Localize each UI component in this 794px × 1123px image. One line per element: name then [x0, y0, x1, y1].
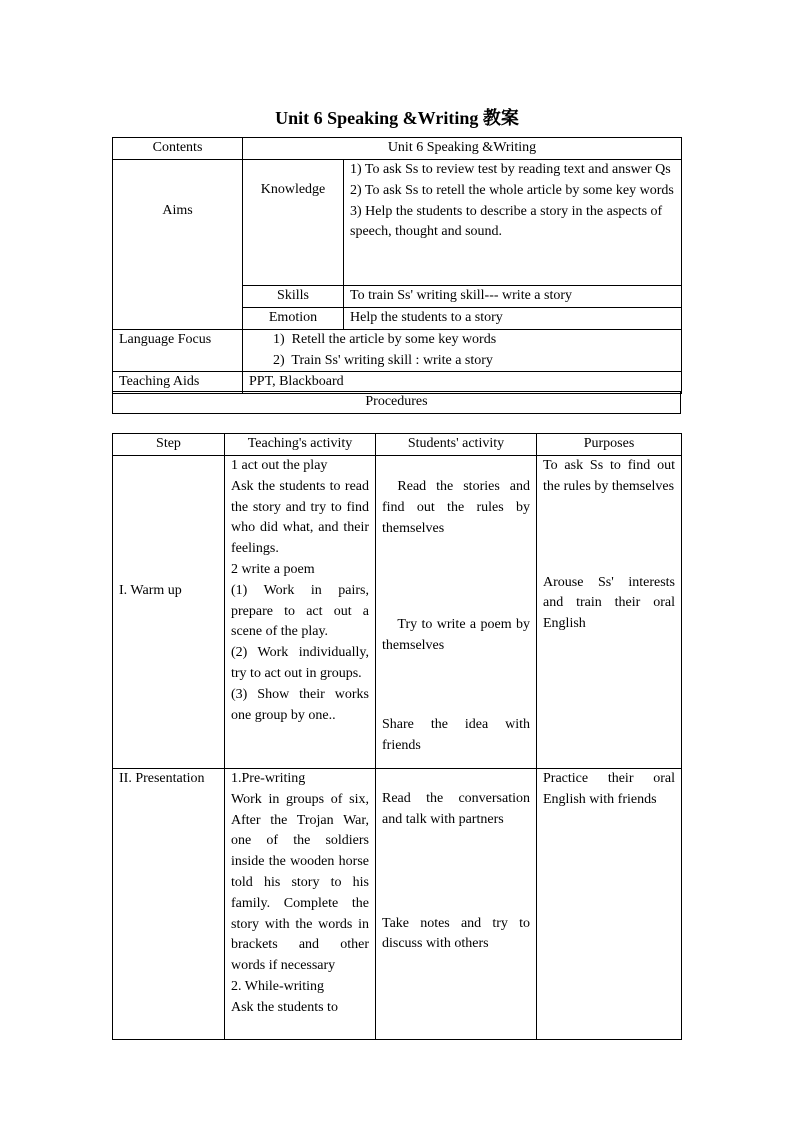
students-activity-item: Take notes and try to discuss with others: [382, 915, 530, 952]
students-activity-item: Share the idea with friends: [382, 716, 530, 753]
knowledge-text: 1) To ask Ss to review test by reading text and answer Qs 2) To ask Ss to retell the whole article by some key words 3) Help the students to describe a story in the aspects of speech, thought and sound.: [344, 160, 682, 286]
procedures-table: [112, 433, 682, 1040]
knowledge-label: Knowledge: [243, 160, 344, 286]
step-warm-up: I. Warm up: [113, 456, 225, 769]
teaching-activity-presentation: 1.Pre-writing Work in groups of six, After the Trojan War, one of the soldiers inside the wooden horse told his story to his family. Complete the story with the words in brackets and other words if necessary 2. While-writing Ask the students to: [225, 769, 376, 1040]
contents-value: Unit 6 Speaking &Writing: [243, 138, 682, 160]
procedures-label: Procedures: [113, 392, 681, 414]
column-header-purposes: Purposes: [537, 434, 682, 456]
contents-label: Contents: [113, 138, 243, 160]
skills-text: To train Ss' writing skill--- write a story: [344, 286, 682, 308]
language-focus-item: 1) Retell the article by some key words: [273, 331, 497, 347]
purpose-item: Practice their oral English with friends: [543, 771, 675, 807]
page-title: Unit 6 Speaking &Writing 教案: [275, 108, 519, 128]
emotion-text: Help the students to a story: [344, 308, 682, 330]
teaching-activity-warm-up: 1 act out the play Ask the students to read the story and try to find who did what, and their feelings. 2 write a poem (1) Work in pairs, prepare to act out a scene of the play. (2) Work individually, try to act out in groups. (3) Show their works one group by one..: [225, 456, 376, 769]
purposes-presentation: [537, 769, 682, 1040]
purpose-item: Arouse Ss' interests and train their oral English: [543, 574, 675, 632]
column-header-teaching: Teaching's activity: [225, 434, 376, 456]
procedures-heading-table: [112, 391, 681, 414]
emotion-label: Emotion: [243, 308, 344, 330]
column-header-students: Students' activity: [376, 434, 537, 456]
language-focus-list: [243, 329, 682, 372]
language-focus-item: 2) Train Ss' writing skill : write a story: [273, 352, 493, 368]
students-activity-warm-up: [376, 456, 537, 769]
aims-label: Aims: [113, 160, 243, 330]
skills-label: Skills: [243, 286, 344, 308]
lesson-info-table: [112, 137, 682, 394]
teaching-aids-value: PPT, Blackboard: [243, 372, 682, 394]
purpose-item: To ask Ss to find out the rules by themselves: [543, 458, 675, 494]
language-focus-label: Language Focus: [113, 329, 243, 372]
column-header-step: Step: [113, 434, 225, 456]
students-activity-item: Read the stories and find out the rules by themselves: [382, 479, 530, 536]
students-activity-item: Try to write a poem by themselves: [382, 617, 530, 654]
students-activity-presentation: [376, 769, 537, 1040]
teaching-aids-label: Teaching Aids: [113, 372, 243, 394]
students-activity-item: Read the conversation and talk with partners: [382, 791, 530, 827]
step-presentation: II. Presentation: [113, 769, 225, 1040]
purposes-warm-up: [537, 456, 682, 769]
